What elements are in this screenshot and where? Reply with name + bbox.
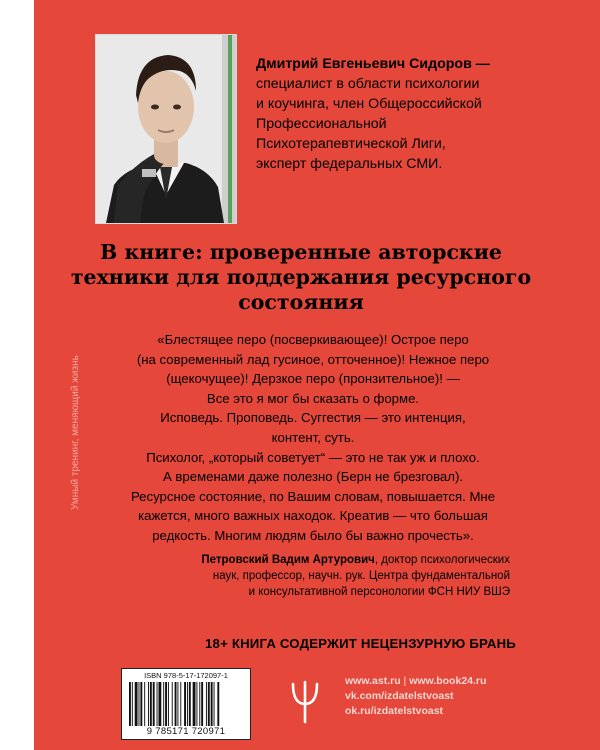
author-photo [95,34,237,224]
author-name: Дмитрий Евгеньевич Сидоров — [256,56,490,72]
side-tagline: Умный тренинг, меняющий жизнь [70,355,81,510]
barcode-bars [128,682,244,726]
author-bio [256,54,556,174]
author-bio-line: и коучинга, член Общероссийской [256,96,482,112]
headline-line-3: состояния [238,290,364,314]
headline-line-1: В книге: проверенные авторские [100,240,502,264]
publisher-psi-logo [285,676,325,726]
quote-line: «Блестящее перо (посверкивающее)! Острое перо [157,332,469,347]
quote-line: (щекочущее)! Дерзкое перо (пронзительное)! — [166,371,460,387]
quote-line: Психолог, „который советует“ — это не так уж и плохо. [146,449,480,465]
quote-line: редкость. Многим людям было бы важно прочесть». [152,527,474,543]
quote-line: Все это я мог бы сказать о форме. [206,390,420,406]
attribution-line-1 [170,552,510,568]
age-warning: 18+ КНИГА СОДЕРЖИТ НЕЦЕНЗУРНУЮ БРАНЬ [205,636,516,651]
reviewer-title-part: , доктор психологических [374,554,510,566]
link-ok[interactable]: ok.ru/izdatelstvoast [345,705,444,717]
quote-line: Ресурсное состояние, по Вашим словам, повышается. Мне [130,488,496,504]
quote-line: контент, суть. [271,429,355,445]
quote-line: (на современный лад гусиное, отточенное)! Нежное перо [136,351,490,367]
book-headline [66,240,536,315]
author-bio-line: эксперт федеральных СМИ. [256,156,443,172]
attribution-line-3: и консультативной персонологии ФСН НИУ ВШЭ [248,586,510,598]
reviewer-name: Петровский Вадим Артурович [201,554,375,566]
author-bio-line: специалист в области психологии [256,76,480,92]
barcode-digits: 9 785171 720971 [146,726,226,737]
author-portrait-image [96,35,236,223]
headline-line-2: техники для поддержания ресурсного [70,265,532,289]
isbn-barcode [121,668,251,740]
quote-attribution [170,552,510,600]
author-bio-line: Профессиональной [256,116,387,132]
link-vk[interactable]: vk.com/izdatelstvoast [345,690,454,702]
quote-line: А временами даже полезно (Берн не брезговал). [162,469,464,485]
attribution-line-2: наук, профессор, научн. рук. Центра фундаментальной [212,570,510,582]
quote-line: Исповедь. Проповедь. Суггестия — это интенция, [160,410,466,426]
quote-line: кажется, много важных находок. Креатив — что большая [138,508,488,524]
link-book24[interactable]: www.book24.ru [409,675,487,687]
publisher-links [345,674,565,719]
urls-row-1 [345,674,565,689]
author-bio-line: Психотерапевтической Лиги, [256,136,446,152]
isbn-text: ISBN 978-5-17-172097-1 [144,671,228,680]
link-ast[interactable]: www.ast.ru [345,675,401,687]
url-separator: | [403,675,407,687]
review-quote [113,330,513,546]
